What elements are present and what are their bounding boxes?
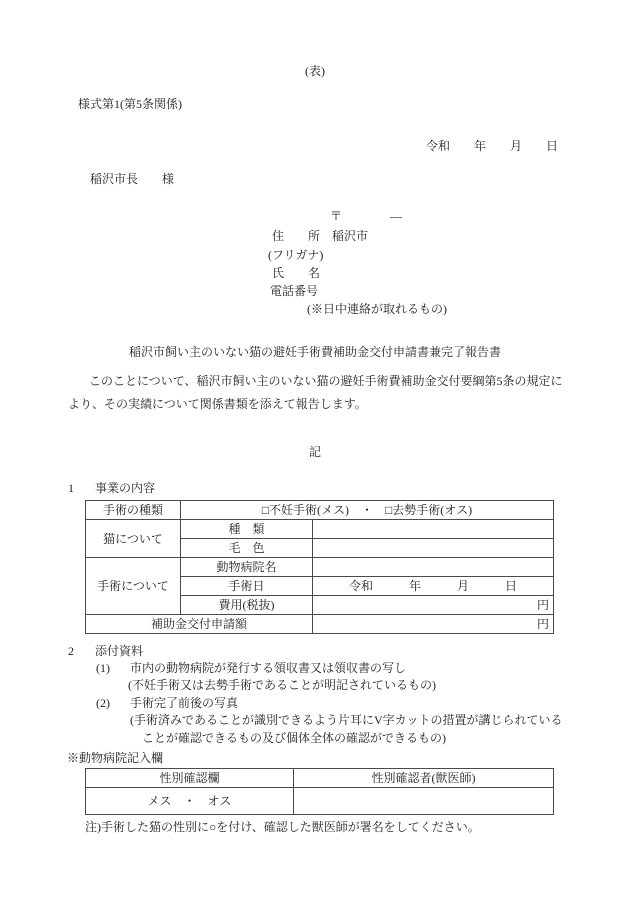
subsidy-amount-input[interactable]: 円 <box>313 615 554 634</box>
cat-color-input[interactable] <box>313 539 554 558</box>
attachment-item-1-text: 市内の動物病院が発行する領収書又は領収書の写し <box>130 661 407 675</box>
cat-group-label: 猫について <box>86 520 181 558</box>
addressee: 稲沢市長 様 <box>90 172 175 186</box>
sex-options-cell[interactable]: メス ・ オス <box>86 788 294 815</box>
date-line[interactable]: 令和 年 月 日 <box>425 139 558 153</box>
attachment-item-1-note: (不妊手術又は去勢手術であることが明記されているもの) <box>128 678 436 692</box>
attachment-item-2-text: 手術完了前後の写真 <box>130 696 239 710</box>
surgery-date-input[interactable]: 令和 年 月 日 <box>313 577 554 596</box>
address-line[interactable]: 住 所 稲沢市 <box>272 229 369 243</box>
subsidy-amount-label: 補助金交付申請額 <box>86 615 313 634</box>
body-line-2: より、その実績について関係書類を添えて報告します。 <box>68 397 367 411</box>
body-line-1: このことについて、稲沢市飼い主のいない猫の避妊手術費補助金交付要綱第5条の規定に <box>89 374 563 388</box>
section2-heading-text: 添付資料 <box>95 644 144 658</box>
attachment-item-2 <box>96 696 238 711</box>
attachment-item-2-note-line-2: ことが確認できるもの及び個体全体の確認ができるもの) <box>142 731 446 745</box>
vet-confirmation-table <box>85 768 554 815</box>
surgery-type-label: 手術の種類 <box>86 501 181 520</box>
vet-section-heading: ※動物病院記入欄 <box>67 751 164 765</box>
section2-heading <box>68 644 143 659</box>
section1-heading <box>68 481 155 496</box>
cost-label: 費用(税抜) <box>181 596 313 615</box>
footnote: 注)手術した猫の性別に○を付け、確認した獣医師が署名をしてください。 <box>85 820 480 834</box>
hospital-name-label: 動物病院名 <box>181 558 313 577</box>
attachment-item-2-number: (2) <box>96 696 110 710</box>
name-label[interactable]: 氏 名 <box>272 266 321 280</box>
cat-kind-label: 種 類 <box>181 520 313 539</box>
section1-heading-text: 事業の内容 <box>95 481 156 495</box>
section1-number: 1 <box>68 481 74 495</box>
sex-confirmation-header: 性別確認欄 <box>86 769 294 788</box>
cat-kind-input[interactable] <box>313 520 554 539</box>
section2-number: 2 <box>68 644 74 658</box>
vet-signature-input[interactable] <box>294 788 554 815</box>
document-title: 稲沢市飼い主のいない猫の避妊手術費補助金交付申請書兼完了報告書 <box>128 345 501 359</box>
cat-color-label: 毛 色 <box>181 539 313 558</box>
phone-note: (※日中連絡が取れるもの) <box>307 302 447 316</box>
phone-label[interactable]: 電話番号 <box>270 284 319 298</box>
hospital-name-input[interactable] <box>313 558 554 577</box>
attachment-item-1 <box>96 661 406 676</box>
surgery-type-checkboxes[interactable]: □不妊手術(メス) ・ □去勢手術(オス) <box>181 501 554 520</box>
attachment-item-1-number: (1) <box>96 661 110 675</box>
postal-code-line[interactable]: 〒 ― <box>330 209 403 223</box>
attachment-item-2-note-line-1: (手術済みであることが識別できるよう片耳にV字カットの措置が講じられている <box>130 713 563 727</box>
business-content-table <box>85 500 554 634</box>
furigana-label: (フリガナ) <box>268 248 324 262</box>
record-mark: 記 <box>308 445 321 459</box>
cost-input[interactable]: 円 <box>313 596 554 615</box>
surgery-date-label: 手術日 <box>181 577 313 596</box>
page-side-label: (表) <box>305 64 325 78</box>
surgery-group-label: 手術について <box>86 558 181 615</box>
sex-confirmer-header: 性別確認者(獣医師) <box>294 769 554 788</box>
form-number: 様式第1(第5条関係) <box>78 97 182 111</box>
